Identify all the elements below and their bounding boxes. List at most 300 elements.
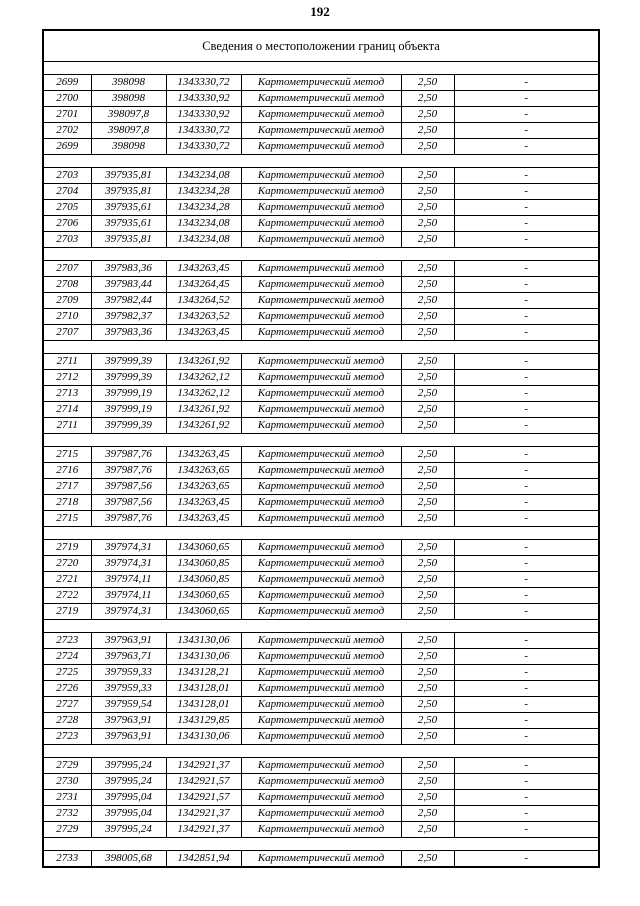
cell-precision: 2,50 <box>401 540 454 556</box>
table-row <box>43 604 599 620</box>
cell-point-number: 2725 <box>43 665 91 681</box>
cell-point-number: 2709 <box>43 293 91 309</box>
cell-precision: 2,50 <box>401 665 454 681</box>
cell-note: - <box>454 107 599 123</box>
cell-note: - <box>454 495 599 511</box>
cell-point-number: 2711 <box>43 354 91 370</box>
cell-y-coordinate: 1343263,45 <box>166 261 241 277</box>
cell-note: - <box>454 232 599 248</box>
cell-y-coordinate: 1343128,21 <box>166 665 241 681</box>
cell-method: Картометрический метод <box>241 774 401 790</box>
cell-point-number: 2731 <box>43 790 91 806</box>
cell-note: - <box>454 556 599 572</box>
cell-x-coordinate: 397959,33 <box>91 665 166 681</box>
table-row <box>43 168 599 184</box>
cell-note: - <box>454 511 599 527</box>
cell-y-coordinate: 1343330,92 <box>166 107 241 123</box>
cell-x-coordinate: 397935,81 <box>91 184 166 200</box>
cell-precision: 2,50 <box>401 107 454 123</box>
cell-note: - <box>454 463 599 479</box>
cell-note: - <box>454 402 599 418</box>
cell-y-coordinate: 1343262,12 <box>166 386 241 402</box>
cell-point-number: 2717 <box>43 479 91 495</box>
table-row <box>43 261 599 277</box>
cell-x-coordinate: 397982,37 <box>91 309 166 325</box>
cell-point-number: 2701 <box>43 107 91 123</box>
cell-point-number: 2712 <box>43 370 91 386</box>
cell-precision: 2,50 <box>401 277 454 293</box>
cell-y-coordinate: 1343262,12 <box>166 370 241 386</box>
cell-method: Картометрический метод <box>241 681 401 697</box>
cell-note: - <box>454 572 599 588</box>
cell-x-coordinate: 398005,68 <box>91 851 166 868</box>
spacer-row <box>43 62 599 75</box>
cell-precision: 2,50 <box>401 588 454 604</box>
spacer-row <box>43 248 599 261</box>
cell-x-coordinate: 398098 <box>91 91 166 107</box>
cell-point-number: 2705 <box>43 200 91 216</box>
cell-precision: 2,50 <box>401 495 454 511</box>
cell-y-coordinate: 1343129,85 <box>166 713 241 729</box>
cell-y-coordinate: 1343128,01 <box>166 681 241 697</box>
cell-y-coordinate: 1342921,37 <box>166 758 241 774</box>
cell-x-coordinate: 397935,61 <box>91 200 166 216</box>
cell-precision: 2,50 <box>401 354 454 370</box>
cell-method: Картометрический метод <box>241 386 401 402</box>
spacer-cell <box>43 248 599 261</box>
cell-method: Картометрический метод <box>241 729 401 745</box>
table-row <box>43 184 599 200</box>
cell-note: - <box>454 697 599 713</box>
cell-x-coordinate: 397935,81 <box>91 168 166 184</box>
table-row <box>43 511 599 527</box>
cell-precision: 2,50 <box>401 293 454 309</box>
table-row <box>43 540 599 556</box>
cell-x-coordinate: 397995,04 <box>91 790 166 806</box>
cell-note: - <box>454 822 599 838</box>
table-body <box>43 62 599 868</box>
cell-y-coordinate: 1343060,85 <box>166 556 241 572</box>
cell-method: Картометрический метод <box>241 713 401 729</box>
cell-point-number: 2718 <box>43 495 91 511</box>
cell-method: Картометрический метод <box>241 402 401 418</box>
cell-point-number: 2699 <box>43 75 91 91</box>
spacer-cell <box>43 527 599 540</box>
cell-precision: 2,50 <box>401 463 454 479</box>
cell-y-coordinate: 1343261,92 <box>166 418 241 434</box>
cell-x-coordinate: 397963,71 <box>91 649 166 665</box>
spacer-row <box>43 341 599 354</box>
spacer-row <box>43 620 599 633</box>
cell-y-coordinate: 1343263,52 <box>166 309 241 325</box>
cell-x-coordinate: 397935,61 <box>91 216 166 232</box>
cell-y-coordinate: 1342921,37 <box>166 806 241 822</box>
cell-note: - <box>454 447 599 463</box>
table-row <box>43 325 599 341</box>
cell-note: - <box>454 325 599 341</box>
cell-note: - <box>454 649 599 665</box>
cell-note: - <box>454 184 599 200</box>
cell-point-number: 2720 <box>43 556 91 572</box>
cell-method: Картометрический метод <box>241 479 401 495</box>
cell-method: Картометрический метод <box>241 572 401 588</box>
cell-y-coordinate: 1343234,28 <box>166 200 241 216</box>
table-row <box>43 681 599 697</box>
cell-y-coordinate: 1343330,72 <box>166 123 241 139</box>
cell-method: Картометрический метод <box>241 463 401 479</box>
cell-precision: 2,50 <box>401 851 454 868</box>
cell-note: - <box>454 91 599 107</box>
cell-note: - <box>454 277 599 293</box>
spacer-row <box>43 838 599 851</box>
cell-note: - <box>454 216 599 232</box>
cell-note: - <box>454 713 599 729</box>
cell-point-number: 2732 <box>43 806 91 822</box>
cell-precision: 2,50 <box>401 418 454 434</box>
boundary-coordinates-table <box>42 29 600 868</box>
cell-y-coordinate: 1343261,92 <box>166 402 241 418</box>
table-row <box>43 386 599 402</box>
cell-method: Картометрический метод <box>241 354 401 370</box>
table-row <box>43 232 599 248</box>
cell-point-number: 2723 <box>43 729 91 745</box>
cell-note: - <box>454 261 599 277</box>
cell-note: - <box>454 123 599 139</box>
cell-precision: 2,50 <box>401 184 454 200</box>
cell-x-coordinate: 397983,36 <box>91 325 166 341</box>
table-row <box>43 293 599 309</box>
cell-y-coordinate: 1342921,37 <box>166 822 241 838</box>
cell-x-coordinate: 397983,36 <box>91 261 166 277</box>
table-row <box>43 572 599 588</box>
cell-method: Картометрический метод <box>241 511 401 527</box>
cell-note: - <box>454 588 599 604</box>
cell-note: - <box>454 540 599 556</box>
cell-precision: 2,50 <box>401 649 454 665</box>
cell-x-coordinate: 397999,19 <box>91 402 166 418</box>
cell-point-number: 2715 <box>43 511 91 527</box>
cell-y-coordinate: 1343263,65 <box>166 479 241 495</box>
cell-y-coordinate: 1343330,72 <box>166 139 241 155</box>
cell-precision: 2,50 <box>401 633 454 649</box>
cell-method: Картометрический метод <box>241 540 401 556</box>
table-row <box>43 790 599 806</box>
cell-method: Картометрический метод <box>241 370 401 386</box>
cell-note: - <box>454 774 599 790</box>
cell-precision: 2,50 <box>401 790 454 806</box>
spacer-cell <box>43 434 599 447</box>
table-row <box>43 418 599 434</box>
cell-precision: 2,50 <box>401 681 454 697</box>
cell-method: Картометрический метод <box>241 649 401 665</box>
table-row <box>43 75 599 91</box>
cell-x-coordinate: 397987,56 <box>91 495 166 511</box>
cell-precision: 2,50 <box>401 370 454 386</box>
table-row <box>43 649 599 665</box>
cell-method: Картометрический метод <box>241 184 401 200</box>
cell-precision: 2,50 <box>401 479 454 495</box>
cell-y-coordinate: 1343234,08 <box>166 168 241 184</box>
cell-y-coordinate: 1343263,65 <box>166 463 241 479</box>
spacer-cell <box>43 341 599 354</box>
cell-x-coordinate: 397983,44 <box>91 277 166 293</box>
cell-method: Картометрический метод <box>241 665 401 681</box>
cell-precision: 2,50 <box>401 729 454 745</box>
cell-point-number: 2700 <box>43 91 91 107</box>
cell-precision: 2,50 <box>401 75 454 91</box>
table-row <box>43 91 599 107</box>
cell-note: - <box>454 354 599 370</box>
spacer-cell <box>43 62 599 75</box>
cell-y-coordinate: 1342921,57 <box>166 774 241 790</box>
cell-point-number: 2702 <box>43 123 91 139</box>
table-row <box>43 758 599 774</box>
cell-point-number: 2722 <box>43 588 91 604</box>
cell-precision: 2,50 <box>401 572 454 588</box>
cell-point-number: 2719 <box>43 604 91 620</box>
cell-method: Картометрический метод <box>241 309 401 325</box>
cell-method: Картометрический метод <box>241 75 401 91</box>
cell-note: - <box>454 806 599 822</box>
cell-y-coordinate: 1343060,65 <box>166 540 241 556</box>
cell-x-coordinate: 397987,76 <box>91 511 166 527</box>
table-row <box>43 713 599 729</box>
table-row <box>43 633 599 649</box>
cell-point-number: 2703 <box>43 232 91 248</box>
cell-method: Картометрический метод <box>241 325 401 341</box>
cell-precision: 2,50 <box>401 139 454 155</box>
cell-point-number: 2711 <box>43 418 91 434</box>
cell-precision: 2,50 <box>401 774 454 790</box>
cell-method: Картометрический метод <box>241 261 401 277</box>
table-row <box>43 309 599 325</box>
spacer-cell <box>43 745 599 758</box>
cell-point-number: 2719 <box>43 540 91 556</box>
cell-point-number: 2723 <box>43 633 91 649</box>
cell-note: - <box>454 168 599 184</box>
table-row <box>43 354 599 370</box>
cell-method: Картометрический метод <box>241 588 401 604</box>
table-row <box>43 479 599 495</box>
cell-method: Картометрический метод <box>241 139 401 155</box>
cell-point-number: 2721 <box>43 572 91 588</box>
cell-y-coordinate: 1343130,06 <box>166 729 241 745</box>
cell-x-coordinate: 397995,24 <box>91 822 166 838</box>
cell-point-number: 2707 <box>43 261 91 277</box>
cell-method: Картометрический метод <box>241 697 401 713</box>
table-row <box>43 447 599 463</box>
cell-method: Картометрический метод <box>241 418 401 434</box>
spacer-cell <box>43 838 599 851</box>
cell-method: Картометрический метод <box>241 277 401 293</box>
cell-precision: 2,50 <box>401 168 454 184</box>
table-row <box>43 806 599 822</box>
page-number: 192 <box>310 4 330 19</box>
cell-point-number: 2728 <box>43 713 91 729</box>
cell-method: Картометрический метод <box>241 107 401 123</box>
table-row <box>43 463 599 479</box>
table-row <box>43 200 599 216</box>
cell-precision: 2,50 <box>401 309 454 325</box>
cell-x-coordinate: 397995,04 <box>91 806 166 822</box>
cell-method: Картометрический метод <box>241 293 401 309</box>
cell-x-coordinate: 397935,81 <box>91 232 166 248</box>
cell-x-coordinate: 397974,31 <box>91 556 166 572</box>
cell-y-coordinate: 1343263,45 <box>166 325 241 341</box>
cell-point-number: 2729 <box>43 758 91 774</box>
cell-note: - <box>454 633 599 649</box>
spacer-row <box>43 155 599 168</box>
cell-method: Картометрический метод <box>241 790 401 806</box>
cell-x-coordinate: 397987,76 <box>91 447 166 463</box>
table-row <box>43 123 599 139</box>
cell-note: - <box>454 790 599 806</box>
cell-x-coordinate: 397999,19 <box>91 386 166 402</box>
cell-x-coordinate: 397974,31 <box>91 540 166 556</box>
cell-method: Картометрический метод <box>241 822 401 838</box>
table-title: Сведения о местоположении границ объекта <box>43 30 599 62</box>
cell-point-number: 2710 <box>43 309 91 325</box>
cell-point-number: 2730 <box>43 774 91 790</box>
cell-precision: 2,50 <box>401 386 454 402</box>
cell-point-number: 2707 <box>43 325 91 341</box>
table-row <box>43 729 599 745</box>
cell-note: - <box>454 681 599 697</box>
cell-note: - <box>454 293 599 309</box>
cell-precision: 2,50 <box>401 402 454 418</box>
cell-y-coordinate: 1342851,94 <box>166 851 241 868</box>
cell-method: Картометрический метод <box>241 91 401 107</box>
cell-note: - <box>454 418 599 434</box>
cell-precision: 2,50 <box>401 822 454 838</box>
cell-point-number: 2703 <box>43 168 91 184</box>
cell-x-coordinate: 397995,24 <box>91 758 166 774</box>
cell-note: - <box>454 386 599 402</box>
table-title-row <box>43 30 599 62</box>
cell-y-coordinate: 1343234,08 <box>166 232 241 248</box>
cell-y-coordinate: 1343263,45 <box>166 495 241 511</box>
cell-method: Картометрический метод <box>241 495 401 511</box>
cell-x-coordinate: 397963,91 <box>91 633 166 649</box>
table-row <box>43 370 599 386</box>
cell-note: - <box>454 370 599 386</box>
cell-y-coordinate: 1343060,65 <box>166 604 241 620</box>
cell-precision: 2,50 <box>401 232 454 248</box>
spacer-row <box>43 527 599 540</box>
cell-point-number: 2715 <box>43 447 91 463</box>
cell-y-coordinate: 1343128,01 <box>166 697 241 713</box>
cell-point-number: 2726 <box>43 681 91 697</box>
cell-method: Картометрический метод <box>241 851 401 868</box>
cell-method: Картометрический метод <box>241 633 401 649</box>
cell-note: - <box>454 758 599 774</box>
table-row <box>43 556 599 572</box>
cell-point-number: 2706 <box>43 216 91 232</box>
cell-method: Картометрический метод <box>241 447 401 463</box>
cell-x-coordinate: 397987,56 <box>91 479 166 495</box>
cell-y-coordinate: 1343234,28 <box>166 184 241 200</box>
cell-note: - <box>454 139 599 155</box>
cell-precision: 2,50 <box>401 261 454 277</box>
cell-x-coordinate: 397959,54 <box>91 697 166 713</box>
cell-x-coordinate: 397959,33 <box>91 681 166 697</box>
cell-note: - <box>454 665 599 681</box>
cell-x-coordinate: 398098 <box>91 139 166 155</box>
cell-precision: 2,50 <box>401 91 454 107</box>
spacer-cell <box>43 155 599 168</box>
cell-x-coordinate: 397999,39 <box>91 418 166 434</box>
cell-point-number: 2699 <box>43 139 91 155</box>
cell-y-coordinate: 1342921,57 <box>166 790 241 806</box>
cell-precision: 2,50 <box>401 447 454 463</box>
cell-precision: 2,50 <box>401 123 454 139</box>
cell-point-number: 2704 <box>43 184 91 200</box>
cell-precision: 2,50 <box>401 216 454 232</box>
cell-point-number: 2733 <box>43 851 91 868</box>
cell-x-coordinate: 398098 <box>91 75 166 91</box>
cell-x-coordinate: 397963,91 <box>91 729 166 745</box>
cell-point-number: 2724 <box>43 649 91 665</box>
cell-y-coordinate: 1343263,45 <box>166 447 241 463</box>
table-row <box>43 665 599 681</box>
cell-note: - <box>454 309 599 325</box>
cell-y-coordinate: 1343130,06 <box>166 633 241 649</box>
cell-x-coordinate: 398097,8 <box>91 123 166 139</box>
table-row <box>43 495 599 511</box>
cell-y-coordinate: 1343060,65 <box>166 588 241 604</box>
cell-y-coordinate: 1343263,45 <box>166 511 241 527</box>
cell-point-number: 2727 <box>43 697 91 713</box>
table-row <box>43 697 599 713</box>
cell-y-coordinate: 1343264,52 <box>166 293 241 309</box>
cell-note: - <box>454 851 599 868</box>
cell-x-coordinate: 397987,76 <box>91 463 166 479</box>
cell-x-coordinate: 397982,44 <box>91 293 166 309</box>
cell-x-coordinate: 398097,8 <box>91 107 166 123</box>
cell-method: Картометрический метод <box>241 604 401 620</box>
cell-method: Картометрический метод <box>241 806 401 822</box>
cell-x-coordinate: 397999,39 <box>91 354 166 370</box>
table-row <box>43 588 599 604</box>
cell-y-coordinate: 1343264,45 <box>166 277 241 293</box>
table-row <box>43 822 599 838</box>
cell-precision: 2,50 <box>401 713 454 729</box>
table-row <box>43 402 599 418</box>
cell-point-number: 2729 <box>43 822 91 838</box>
cell-y-coordinate: 1343060,85 <box>166 572 241 588</box>
table-row <box>43 216 599 232</box>
cell-method: Картометрический метод <box>241 232 401 248</box>
cell-x-coordinate: 397974,31 <box>91 604 166 620</box>
table-row <box>43 107 599 123</box>
cell-y-coordinate: 1343130,06 <box>166 649 241 665</box>
cell-method: Картометрический метод <box>241 758 401 774</box>
table-row <box>43 139 599 155</box>
cell-method: Картометрический метод <box>241 168 401 184</box>
cell-precision: 2,50 <box>401 697 454 713</box>
cell-note: - <box>454 479 599 495</box>
cell-method: Картометрический метод <box>241 200 401 216</box>
cell-x-coordinate: 397974,11 <box>91 572 166 588</box>
cell-precision: 2,50 <box>401 200 454 216</box>
table-row <box>43 851 599 868</box>
cell-y-coordinate: 1343261,92 <box>166 354 241 370</box>
cell-y-coordinate: 1343234,08 <box>166 216 241 232</box>
cell-y-coordinate: 1343330,92 <box>166 91 241 107</box>
table-row <box>43 774 599 790</box>
cell-point-number: 2716 <box>43 463 91 479</box>
cell-method: Картометрический метод <box>241 556 401 572</box>
